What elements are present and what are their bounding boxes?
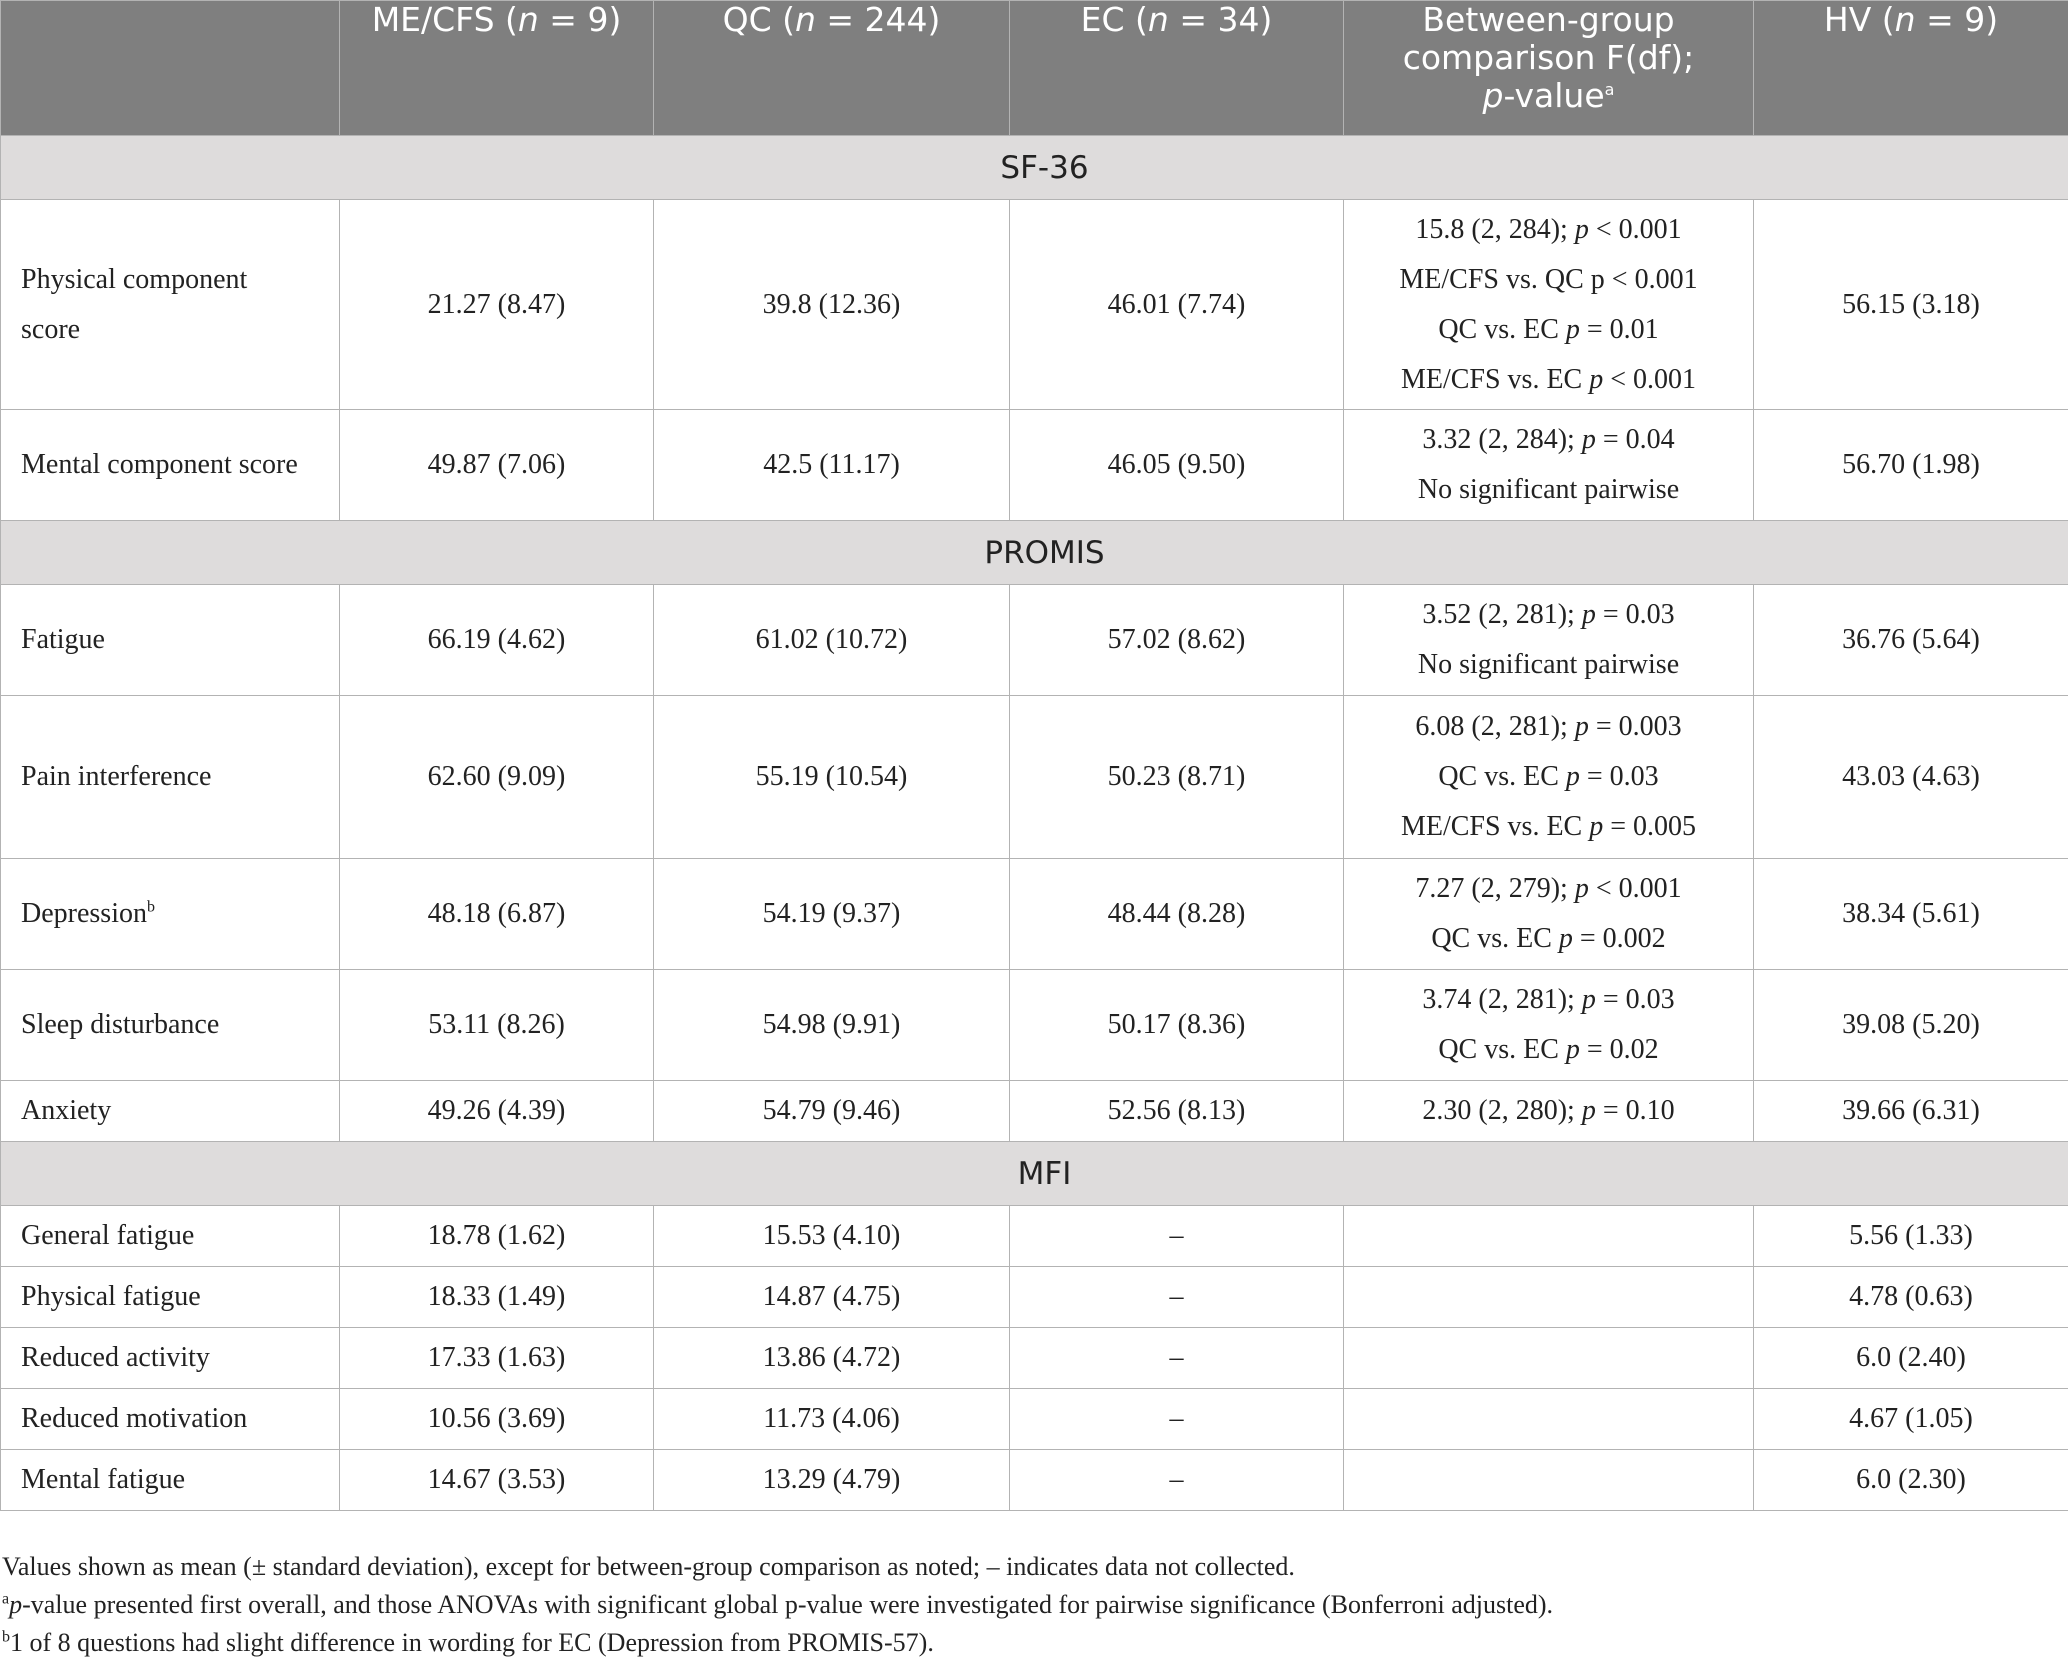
cell-comparison <box>1344 1389 1754 1450</box>
cell-mecfs: 66.19 (4.62) <box>340 585 654 696</box>
header-hv: HV (n = 9) <box>1754 1 2068 136</box>
cell-comparison <box>1344 1450 1754 1511</box>
header-comparison: Between-group comparison F(df); p-value$^a$ <box>1344 1 1754 136</box>
cell-comparison <box>1344 1328 1754 1389</box>
header-row <box>1 1 2068 136</box>
cell-ec: 46.05 (9.50) <box>1010 410 1344 521</box>
cell-qc: 39.8 (12.36) <box>654 200 1010 410</box>
section-title: PROMIS <box>1 521 2068 585</box>
cell-mecfs: 21.27 (8.47) <box>340 200 654 410</box>
cell-ec: 46.01 (7.74) <box>1010 200 1344 410</box>
cell-mecfs: 10.56 (3.69) <box>340 1389 654 1450</box>
row-label: Anxiety <box>1 1081 340 1142</box>
cell-qc: 54.79 (9.46) <box>654 1081 1010 1142</box>
cell-mecfs: 49.26 (4.39) <box>340 1081 654 1142</box>
row-label: Pain interference <box>1 696 340 859</box>
section-row-promis <box>1 521 2068 585</box>
cell-qc: 54.19 (9.37) <box>654 859 1010 970</box>
cell-qc: 13.29 (4.79) <box>654 1450 1010 1511</box>
row-label: General fatigue <box>1 1206 340 1267</box>
header-ec: EC (n = 34) <box>1010 1 1344 136</box>
cell-comparison: 3.74 (2, 281); p = 0.03 QC vs. EC p = 0.02 <box>1344 970 1754 1081</box>
cell-comparison <box>1344 1206 1754 1267</box>
row-label: Reduced activity <box>1 1328 340 1389</box>
table-row <box>1 1389 2068 1450</box>
table-row <box>1 1206 2068 1267</box>
cell-qc: 14.87 (4.75) <box>654 1267 1010 1328</box>
cell-mecfs: 53.11 (8.26) <box>340 970 654 1081</box>
section-row-mfi <box>1 1142 2068 1206</box>
table-footnotes <box>0 1548 2068 1662</box>
cell-comparison: 3.32 (2, 284); p = 0.04 No significant pairwise <box>1344 410 1754 521</box>
cell-ec: – <box>1010 1267 1344 1328</box>
cell-qc: 11.73 (4.06) <box>654 1389 1010 1450</box>
cell-qc: 54.98 (9.91) <box>654 970 1010 1081</box>
table-row <box>1 1081 2068 1142</box>
cell-comparison: 6.08 (2, 281); p = 0.003 QC vs. EC p = 0.03 ME/CFS vs. EC p = 0.005 <box>1344 696 1754 859</box>
cell-ec: – <box>1010 1328 1344 1389</box>
row-label: Sleep disturbance <box>1 970 340 1081</box>
table-row <box>1 200 2068 410</box>
footnote-b: $^b$1 of 8 questions had slight difference in wording for EC (Depression from PROMIS-57). <box>2 1628 934 1657</box>
cell-hv: 56.70 (1.98) <box>1754 410 2068 521</box>
section-row-sf36 <box>1 136 2068 200</box>
row-label: Depression$^b$ <box>1 859 340 970</box>
cell-qc: 13.86 (4.72) <box>654 1328 1010 1389</box>
cell-hv: 39.08 (5.20) <box>1754 970 2068 1081</box>
table-row <box>1 1328 2068 1389</box>
cell-ec: 48.44 (8.28) <box>1010 859 1344 970</box>
table-row <box>1 696 2068 859</box>
cell-mecfs: 14.67 (3.53) <box>340 1450 654 1511</box>
cell-mecfs: 48.18 (6.87) <box>340 859 654 970</box>
cell-hv: 39.66 (6.31) <box>1754 1081 2068 1142</box>
cell-comparison: 3.52 (2, 281); p = 0.03 No significant pairwise <box>1344 585 1754 696</box>
header-mecfs: ME/CFS (n = 9) <box>340 1 654 136</box>
table-row <box>1 970 2068 1081</box>
cell-mecfs: 18.33 (1.49) <box>340 1267 654 1328</box>
cell-ec: – <box>1010 1389 1344 1450</box>
cell-mecfs: 17.33 (1.63) <box>340 1328 654 1389</box>
cell-ec: 52.56 (8.13) <box>1010 1081 1344 1142</box>
section-title: MFI <box>1 1142 2068 1206</box>
cell-hv: 4.67 (1.05) <box>1754 1389 2068 1450</box>
cell-hv: 36.76 (5.64) <box>1754 585 2068 696</box>
cell-ec: – <box>1010 1206 1344 1267</box>
cell-ec: 57.02 (8.62) <box>1010 585 1344 696</box>
row-label: Reduced motivation <box>1 1389 340 1450</box>
footnote-a: $^a$p-value presented first overall, and those ANOVAs with significant global p-value were investigated for pairwise significance (Bonferroni adjusted). <box>2 1590 1554 1619</box>
cell-hv: 38.34 (5.61) <box>1754 859 2068 970</box>
cell-qc: 42.5 (11.17) <box>654 410 1010 521</box>
cell-hv: 5.56 (1.33) <box>1754 1206 2068 1267</box>
cell-qc: 61.02 (10.72) <box>654 585 1010 696</box>
row-label: Physical component score <box>1 200 340 410</box>
header-qc: QC (n = 244) <box>654 1 1010 136</box>
cell-mecfs: 49.87 (7.06) <box>340 410 654 521</box>
header-measure <box>1 1 340 136</box>
cell-hv: 56.15 (3.18) <box>1754 200 2068 410</box>
cell-comparison <box>1344 1267 1754 1328</box>
row-label: Physical fatigue <box>1 1267 340 1328</box>
table-row <box>1 1267 2068 1328</box>
cell-comparison: 2.30 (2, 280); p = 0.10 <box>1344 1081 1754 1142</box>
section-title: SF-36 <box>1 136 2068 200</box>
cell-comparison: 15.8 (2, 284); p < 0.001 ME/CFS vs. QC p < 0.001 QC vs. EC p = 0.01 ME/CFS vs. EC p < 0.001 <box>1344 200 1754 410</box>
table-row <box>1 410 2068 521</box>
row-label: Mental fatigue <box>1 1450 340 1511</box>
cell-hv: 6.0 (2.30) <box>1754 1450 2068 1511</box>
cell-mecfs: 62.60 (9.09) <box>340 696 654 859</box>
footnote-values: Values shown as mean (± standard deviation), except for between-group comparison as noted; – indicates data not collected. <box>2 1552 1295 1581</box>
cell-ec: 50.17 (8.36) <box>1010 970 1344 1081</box>
table-row <box>1 585 2068 696</box>
cell-ec: 50.23 (8.71) <box>1010 696 1344 859</box>
cell-hv: 6.0 (2.40) <box>1754 1328 2068 1389</box>
cell-hv: 4.78 (0.63) <box>1754 1267 2068 1328</box>
table-row <box>1 859 2068 970</box>
row-label: Fatigue <box>1 585 340 696</box>
cell-ec: – <box>1010 1450 1344 1511</box>
cell-qc: 15.53 (4.10) <box>654 1206 1010 1267</box>
table-row <box>1 1450 2068 1511</box>
cell-mecfs: 18.78 (1.62) <box>340 1206 654 1267</box>
cell-qc: 55.19 (10.54) <box>654 696 1010 859</box>
cell-comparison: 7.27 (2, 279); p < 0.001 QC vs. EC p = 0.002 <box>1344 859 1754 970</box>
cell-hv: 43.03 (4.63) <box>1754 696 2068 859</box>
row-label: Mental component score <box>1 410 340 521</box>
